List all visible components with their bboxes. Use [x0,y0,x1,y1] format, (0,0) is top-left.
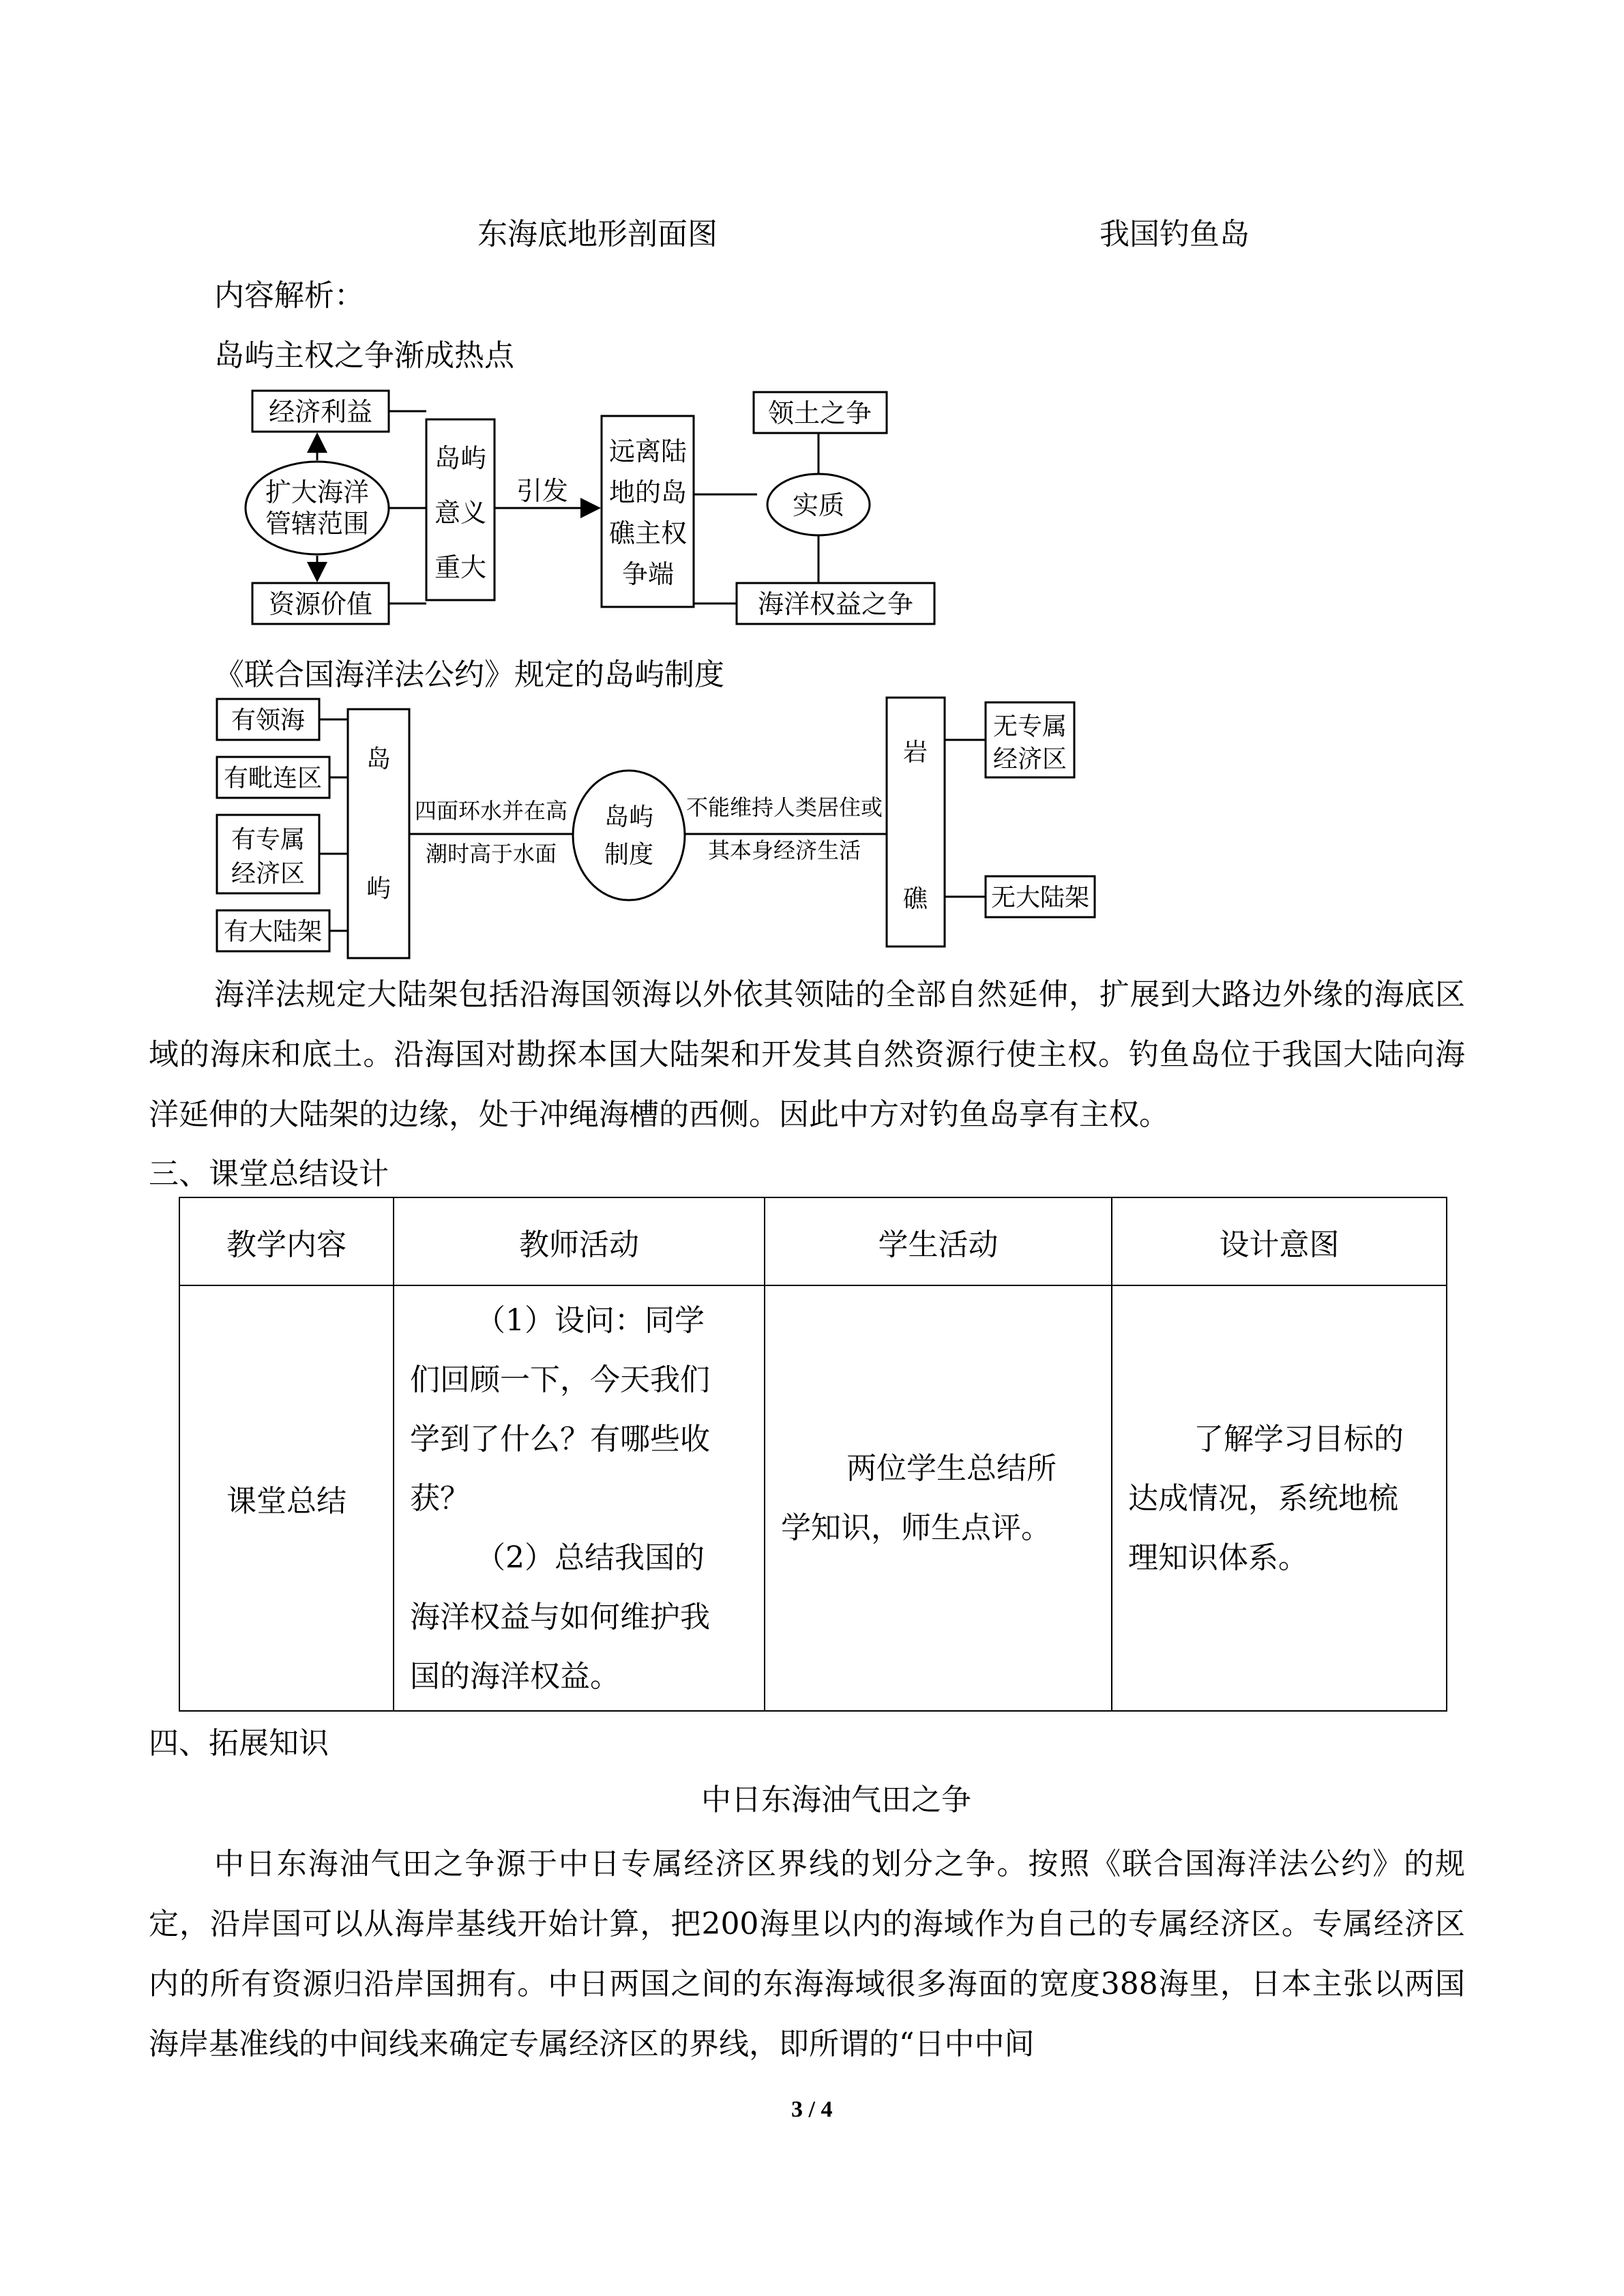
article-title: 中日东海油气田之争 [701,1783,971,1817]
teacher-line: （2）总结我国的 [475,1540,705,1575]
label-reef-2: 礁 [902,885,928,913]
figure-caption-right: 我国钓鱼岛 [1099,217,1250,252]
label-essence: 实质 [792,490,845,520]
label-resource-value: 资源价值 [268,589,373,619]
label-contiguous-zone: 有毗连区 [223,764,323,792]
label-reef-1: 岩 [902,739,928,766]
summary-design-table [179,1197,1447,1712]
label-regime-2: 制度 [604,841,654,869]
cell-student-activity [765,1285,1112,1711]
intent-line: 理知识体系。 [1128,1540,1308,1575]
student-line: 两位学生总结所 [846,1451,1057,1486]
teacher-line: （1）设问：同学 [475,1302,705,1338]
label-regime-1: 岛屿 [604,803,654,831]
label-significance-1: 岛屿 [434,443,487,473]
teacher-line: 海洋权益与如何维护我 [410,1599,710,1635]
label-right-condition-1: 不能维持人类居住或 [685,794,883,820]
teacher-line: 国的海洋权益。 [410,1658,620,1694]
label-right-condition-2: 其本身经济生活 [707,837,861,863]
ellipse-expand-jurisdiction [246,462,389,554]
island-regime-diagram [211,692,1119,965]
section-heading-summary: 三、课堂总结设计 [149,1157,389,1191]
cell-content: 课堂总结 [179,1285,394,1711]
cell-teacher-activity [394,1285,765,1711]
label-territorial-sea: 有领海 [231,706,306,734]
label-ellipse-line2: 管辖范围 [265,509,370,539]
section-heading-extension: 四、拓展知识 [149,1726,329,1761]
label-ellipse-line1: 扩大海洋 [265,477,370,507]
label-trigger-arrow: 引发 [516,476,569,506]
label-economic-interest: 经济利益 [268,397,373,427]
label-territorial-dispute: 领土之争 [767,398,872,428]
intent-line: 达成情况，系统地梳 [1128,1480,1398,1516]
label-dispute-1: 远离陆 [608,436,688,466]
cell-design-intent [1112,1285,1447,1711]
label-eez-line1: 有专属 [231,826,306,854]
label-maritime-rights-dispute: 海洋权益之争 [757,589,914,619]
label-eez-line2: 经济区 [231,860,306,888]
label-island-1: 岛 [366,745,392,773]
table-header-intent: 设计意图 [1112,1197,1447,1285]
label-island-2: 屿 [366,875,392,903]
section-heading-island-regime: 《联合国海洋法公约》规定的岛屿制度 [214,657,724,692]
label-significance-2: 意义 [434,498,487,528]
teacher-line: 学到了什么？有哪些收 [410,1421,710,1457]
section-heading-island-sovereignty: 岛屿主权之争渐成热点 [214,338,514,373]
teacher-line: 们回顾一下，今天我们 [410,1362,710,1397]
island-sovereignty-diagram [232,385,955,644]
teacher-line: 获？ [410,1480,470,1516]
student-line: 学知识，师生点评。 [781,1510,1051,1545]
label-no-eez-line1: 无专属 [992,713,1067,741]
intent-line: 了解学习目标的 [1194,1421,1404,1457]
label-dispute-4: 争端 [621,559,675,589]
table-header-row [179,1197,1447,1285]
label-dispute-2: 地的岛 [608,477,688,507]
figure-caption-left: 东海底地形剖面图 [477,217,718,252]
paragraph-oil-gas-dispute: 中日东海油气田之争源于中日专属经济区界线的划分之争。按照《联合国海洋法公约》的规定，沿岸国可以从海岸基线开始计算，把200海里以内的海域作为自己的专属经济区。专属经济区内的所有资源归沿岸国拥有。中日两国之间的东海海域很多海面的宽度388海里，日本主张以两国海岸基准线的中间线来确定专属经济区的界线，即所谓的“日中中间 [149,1847,1465,2061]
table-header-content: 教学内容 [179,1197,394,1285]
label-dispute-3: 礁主权 [608,518,688,548]
label-no-eez-line2: 经济区 [992,745,1067,773]
analysis-label: 内容解析： [214,278,364,313]
label-continental-shelf: 有大陆架 [223,918,323,946]
label-left-condition-1: 四面环水并在高 [414,798,568,824]
label-left-condition-2: 潮时高于水面 [425,841,557,867]
table-row [179,1285,1447,1711]
page-number: 3 / 4 [791,2097,833,2122]
label-no-continental-shelf: 无大陆架 [990,884,1090,912]
label-significance-3: 重大 [434,552,487,582]
ellipse-island-regime [573,771,685,900]
paragraph-continental-shelf: 海洋法规定大陆架包括沿海国领海以外依其领陆的全部自然延伸，扩展到大路边外缘的海底区域的海床和底土。沿海国对勘探本国大陆架和开发其自然资源行使主权。钓鱼岛位于我国大陆向海洋延伸的大陆架的边缘，处于冲绳海槽的西侧。因此中方对钓鱼岛享有主权。 [149,977,1465,1132]
table-header-student: 学生活动 [765,1197,1112,1285]
table-header-teacher: 教师活动 [394,1197,765,1285]
